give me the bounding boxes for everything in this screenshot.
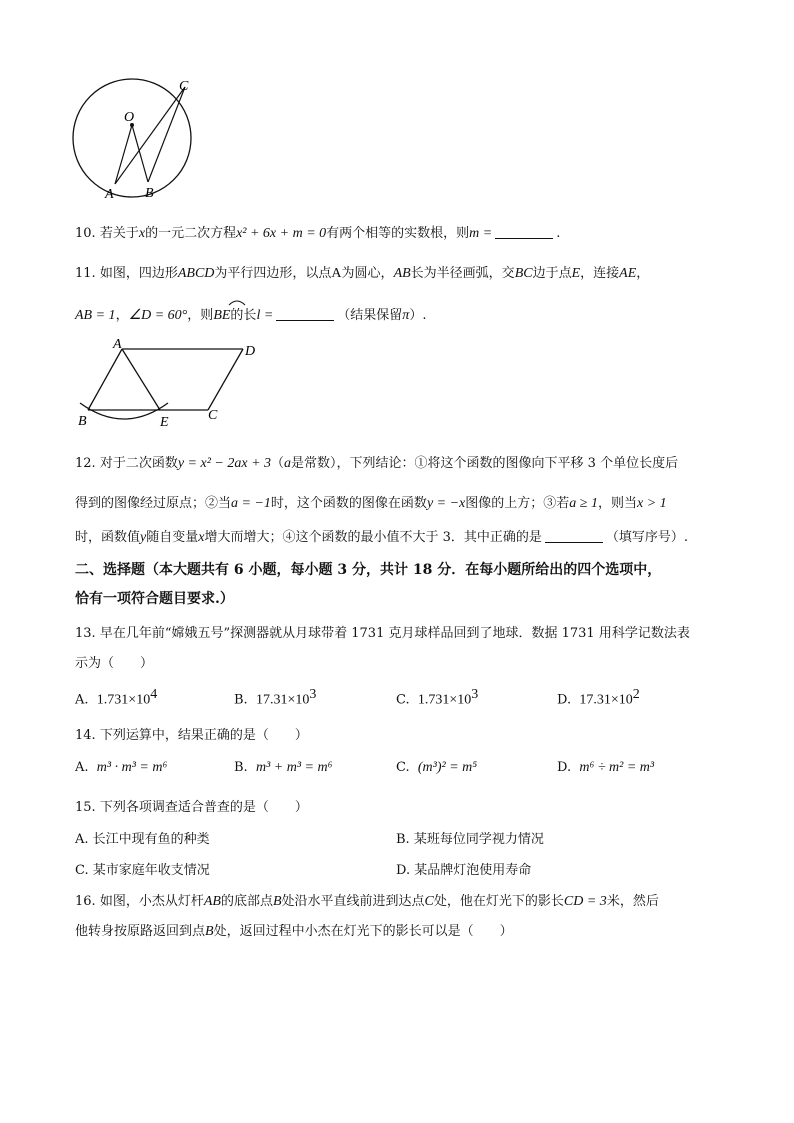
q10-equation: x² + 6x + m = 0 — [236, 226, 327, 241]
q12-text-3: 是常数），下列结论：①将这个函数的图像向下平移 3 个单位长度后 — [291, 456, 679, 471]
q12-text-5: 时，这个函数的图像在函数 — [270, 496, 427, 511]
q11-text-11: ）. — [409, 308, 427, 323]
segment-ae — [122, 349, 160, 410]
label-b: B — [145, 186, 154, 201]
q14-option-c[interactable] — [396, 760, 477, 776]
q11-pi: π — [402, 308, 410, 323]
q14-option-b[interactable] — [234, 760, 332, 776]
q11-ab: AB — [393, 266, 411, 281]
q11-text-9: 的长 — [230, 308, 257, 323]
option-text: 某品牌灯泡使用寿命 — [414, 863, 532, 878]
question-13-line-2: 示为（ ） — [75, 656, 154, 671]
q11-arc-be: BE — [213, 308, 231, 323]
q11-text-7: ， — [636, 266, 650, 281]
option-expression: m⁶ ÷ m² = m³ — [579, 760, 655, 775]
q12-function-2: y = −x — [426, 496, 466, 511]
side-ab — [88, 349, 122, 410]
question-10 — [75, 222, 560, 242]
option-exponent: 3 — [309, 687, 317, 702]
question-15 — [75, 796, 308, 815]
option-exponent: 3 — [471, 687, 479, 702]
q16-text-5: 米，然后 — [606, 894, 659, 909]
segment-ob — [132, 125, 148, 182]
q16-cd: CD = 3 — [563, 894, 607, 909]
q11-l-equals: l = — [256, 308, 274, 323]
q11-angle-d: ∠D = 60° — [128, 308, 188, 323]
option-label: D. — [396, 863, 411, 878]
question-12-line-1 — [75, 452, 678, 472]
option-value: 1.731×10 — [96, 692, 151, 708]
label-c: C — [179, 79, 189, 94]
q11-comma: ， — [115, 308, 129, 323]
q11-text-8: ，则 — [187, 308, 214, 323]
q11-ae: AE — [619, 266, 637, 281]
q16-text-4: 处，他在灯光下的影长 — [433, 894, 564, 909]
q12-text-4: 得到的图像经过原点；②当 — [75, 496, 232, 511]
segment-oa — [115, 125, 132, 184]
q16-ab: AB — [203, 894, 221, 909]
question-16-line-2 — [75, 920, 513, 940]
q10-var-x: x — [138, 226, 146, 241]
q12-number: 12. — [75, 456, 96, 471]
option-text: 某市家庭年收支情况 — [92, 863, 210, 878]
q11-point-a: A — [331, 266, 342, 281]
option-expression: m³ · m³ = m⁶ — [96, 760, 168, 775]
option-expression: (m³)² = m⁵ — [417, 760, 478, 775]
option-exponent: 4 — [150, 687, 158, 702]
arc-be — [80, 403, 168, 419]
q15-option-a[interactable] — [75, 828, 210, 847]
q12-cond-3: x > 1 — [636, 496, 667, 511]
question-16-line-1 — [75, 890, 659, 910]
section-2-heading-line-2: 恰有一项符合题目要求.） — [75, 591, 234, 607]
q15-option-c[interactable] — [75, 859, 210, 878]
q12-text-10: 增大而增大；④这个函数的最小值不大于 3．其中正确的是 — [204, 530, 542, 545]
q15-option-b[interactable] — [396, 828, 544, 847]
q11-text-6: ，连接 — [580, 266, 620, 281]
option-label: C. — [75, 863, 89, 878]
option-label: A. — [75, 692, 89, 708]
q12-text-7: ，则当 — [597, 496, 637, 511]
option-label: A. — [75, 760, 89, 775]
option-exponent: 2 — [632, 687, 640, 702]
q13-option-d[interactable] — [557, 687, 640, 708]
q12-var-a: a — [284, 456, 292, 471]
option-label: C. — [396, 692, 410, 708]
q13-text-1: 早在几年前“嫦娥五号”探测器就从月球带着 1731 克月球样品回到了地球．数据 1731 用科学记数法表 — [99, 626, 690, 641]
side-dc — [208, 349, 243, 410]
q13-option-a[interactable] — [75, 687, 157, 708]
q16-text-2: 的底部点 — [220, 894, 273, 909]
q11-ab-equals-1: AB = 1 — [75, 308, 116, 323]
option-expression: m³ + m³ = m⁶ — [255, 760, 333, 775]
q16-point-b-2: B — [205, 924, 214, 939]
section-2-heading-line-1: 二、选择题（本大题共有 6 小题，每小题 3 分，共计 18 分．在每小题所给出的四个选项中， — [75, 562, 662, 578]
q10-number: 10. — [75, 226, 96, 241]
label-a: A — [105, 187, 114, 202]
label-d: D — [245, 344, 256, 359]
q12-function: y = x² − 2ax + 3 — [177, 456, 272, 471]
q16-text-6: 他转身按原路返回到点 — [75, 924, 206, 939]
q16-text-7: 处，返回过程中小杰在灯光下的影长可以是（ ） — [213, 924, 513, 939]
label-e: E — [160, 415, 169, 430]
q12-text-11: （填写序号）. — [605, 530, 689, 545]
label-o: O — [124, 110, 135, 125]
q11-text-4: 长为半径画弧，交 — [410, 266, 515, 281]
option-label: B. — [234, 760, 248, 775]
q12-var-x: x — [198, 530, 205, 545]
question-12-line-2 — [75, 492, 667, 512]
q16-text-1: 如图，小杰从灯杆 — [99, 894, 204, 909]
q11-bc: BC — [514, 266, 533, 281]
question-14 — [75, 724, 308, 743]
q16-point-c: C — [424, 894, 434, 909]
option-text: 某班每位同学视力情况 — [413, 832, 544, 847]
q15-text: 下列各项调查适合普查的是（ ） — [99, 800, 308, 815]
q11-text-1: 如图，四边形 — [99, 266, 178, 281]
q14-text: 下列运算中，结果正确的是（ ） — [99, 728, 308, 743]
option-value: 1.731×10 — [417, 692, 472, 708]
option-value: 17.31×10 — [255, 692, 310, 708]
q11-text-10: （结果保留 — [337, 308, 403, 323]
q11-point-e: E — [571, 266, 581, 281]
option-label: D. — [557, 692, 572, 708]
q12-cond-1: a = −1 — [231, 496, 271, 511]
option-value: 17.31×10 — [579, 692, 633, 708]
option-label: D. — [557, 760, 572, 775]
q10-text-2: 的一元二次方程 — [145, 226, 237, 241]
question-11-line-1 — [75, 262, 649, 282]
label-a: A — [113, 337, 122, 352]
q12-text-9: 随自变量 — [146, 530, 199, 545]
q10-text-3: 有两个相等的实数根，则 — [326, 226, 470, 241]
circle-outline — [73, 79, 191, 197]
label-b: B — [78, 414, 87, 429]
q12-answer-blank[interactable] — [545, 529, 603, 543]
q16-text-3: 处沿水平直线前进到达点 — [281, 894, 425, 909]
q14-option-d[interactable] — [557, 760, 654, 776]
q12-text-6: 图像的上方；③若 — [465, 496, 570, 511]
q13-option-c[interactable] — [396, 687, 478, 708]
q11-text-5: 边于点 — [532, 266, 572, 281]
question-12-line-3 — [75, 526, 688, 546]
question-13-line-1 — [75, 622, 690, 641]
q16-number: 16. — [75, 894, 96, 909]
arc-symbol — [228, 298, 246, 306]
q12-text-2: （ — [271, 456, 285, 471]
q10-answer-blank[interactable] — [495, 225, 553, 239]
q13-number: 13. — [75, 626, 96, 641]
parallelogram-figure — [70, 335, 270, 430]
q11-text-2: 为平行四边形，以点 — [214, 266, 332, 281]
q12-cond-2: a ≥ 1 — [569, 496, 598, 511]
q12-text-1: 对于二次函数 — [99, 456, 178, 471]
q16-point-b: B — [272, 894, 282, 909]
option-label: C. — [396, 760, 410, 775]
segment-ac — [115, 87, 185, 184]
option-label: B. — [396, 832, 410, 847]
q12-var-y: y — [140, 530, 147, 545]
q10-text-1: 若关于 — [99, 226, 139, 241]
q15-number: 15. — [75, 800, 96, 815]
question-11-line-2 — [75, 304, 426, 324]
q11-answer-blank[interactable] — [276, 307, 334, 321]
option-label: B. — [234, 692, 248, 708]
option-text: 长江中现有鱼的种类 — [92, 832, 210, 847]
label-c: C — [208, 408, 218, 423]
segment-bc — [148, 87, 185, 182]
q13-option-b[interactable] — [234, 687, 316, 708]
q15-option-d[interactable] — [396, 859, 531, 878]
circle-figure — [60, 70, 200, 205]
q14-option-a[interactable] — [75, 760, 167, 776]
q12-text-8: 时，函数值 — [75, 530, 141, 545]
q11-number: 11. — [75, 266, 96, 281]
q10-end: . — [556, 226, 561, 241]
q11-abcd: ABCD — [177, 266, 215, 281]
q14-number: 14. — [75, 728, 96, 743]
q10-m-equals: m = — [469, 226, 493, 241]
q11-text-3: 为圆心， — [341, 266, 394, 281]
option-label: A. — [75, 832, 89, 847]
